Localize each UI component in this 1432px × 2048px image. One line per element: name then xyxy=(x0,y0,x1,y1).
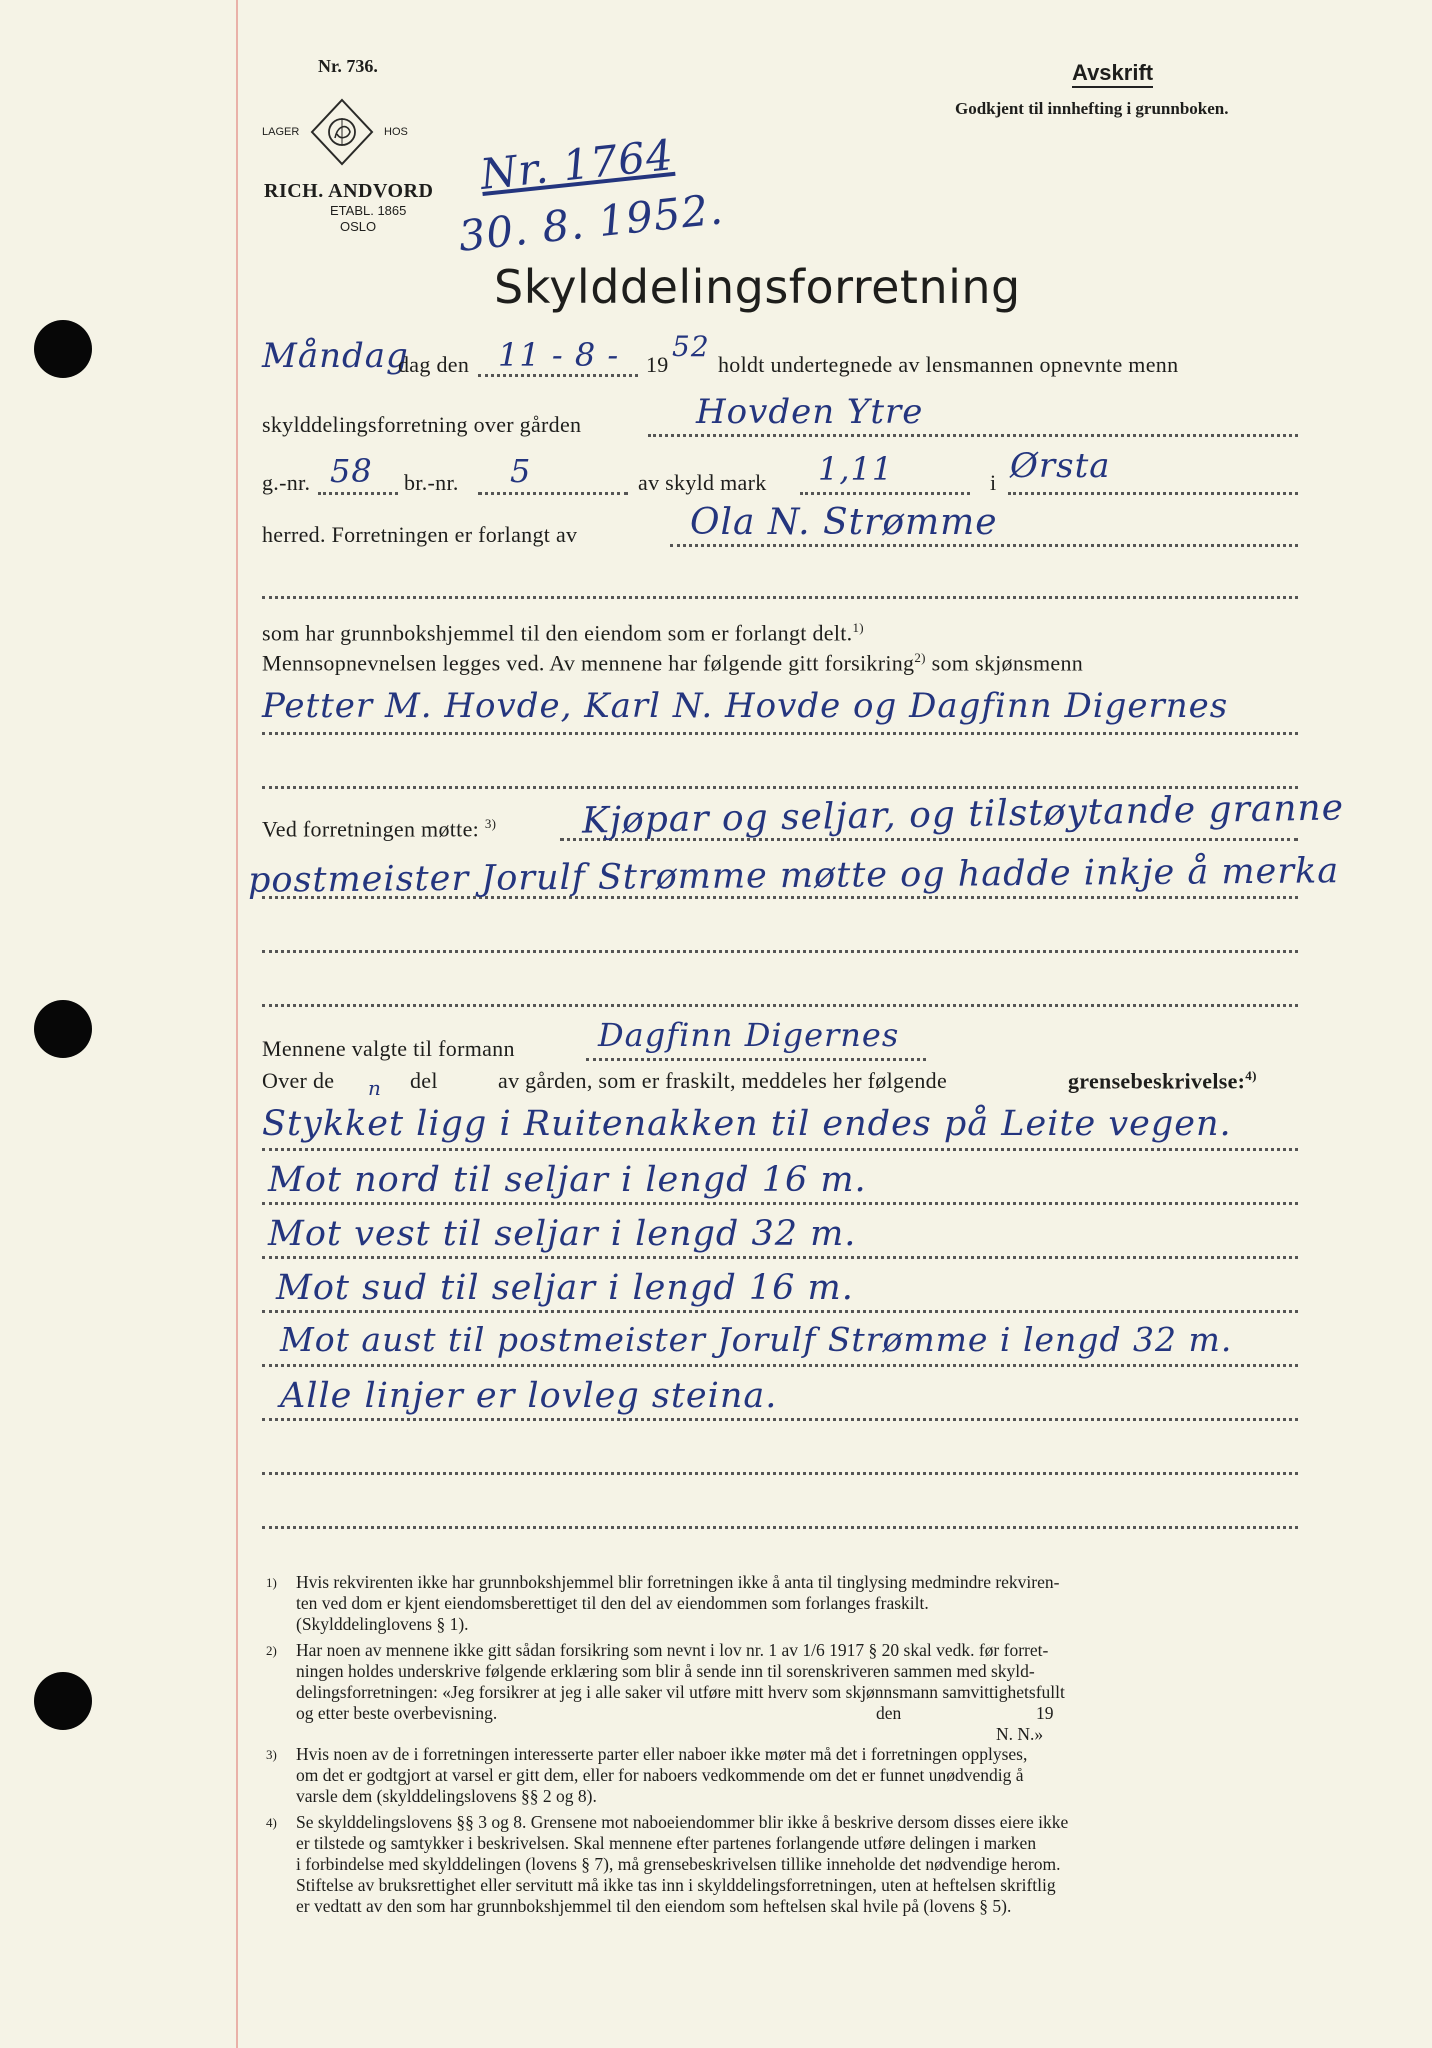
footnote-mark: 4) xyxy=(266,1815,277,1830)
footnote-mark: 2) xyxy=(266,1643,277,1658)
requested-by: Ola N. Strømme xyxy=(690,502,998,543)
over-de: Over de xyxy=(262,1068,335,1093)
met-line-1: Kjøpar og seljar, og tilstøytande granne xyxy=(581,787,1345,842)
footnote-line: Har noen av mennene ikke gitt sådan forsikring som nevnt i lov nr. 1 av 1/6 1917 § 20 skal vedk. før forret- xyxy=(296,1640,1049,1660)
approval-note: Godkjent til innhefting i grunnboken. xyxy=(955,99,1229,118)
met-line-2: postmeister Jorulf Strømme møtte og hadde inkje å merka xyxy=(247,851,1340,901)
footnote-line: er tilstede og samtykker i beskrivelsen. Skal mennene efter partenes forlangende utføre delingen i marken xyxy=(296,1833,1037,1853)
skyld-label: av skyld mark xyxy=(638,470,767,495)
footnote-year: 19 xyxy=(1036,1703,1054,1723)
line7-text: Mennsopnevnelsen legges ved. Av mennene har følgende gitt forsikring$^{2)}$ som skjønsmenn xyxy=(262,650,1084,676)
av-garden-text: av gården, som er fraskilt, meddeles her følgende xyxy=(498,1068,948,1093)
del-label: del xyxy=(410,1068,438,1093)
year-prefix: 19 xyxy=(646,352,669,377)
fill-line xyxy=(586,1058,926,1061)
logo-right-text: HOS xyxy=(384,126,408,138)
form-number: Nr. 736. xyxy=(318,56,378,76)
date-handwritten: 11 - 8 - xyxy=(498,336,620,374)
footnote-line: i forbindelse med skylddelingen (lovens § 7), må grensebeskrivelsen tillike inneholde det nødvendige herom. xyxy=(296,1854,1061,1874)
footnote-den: den xyxy=(876,1703,902,1723)
fill-line xyxy=(262,732,1298,735)
fill-line xyxy=(478,374,638,377)
boundary-line-6: Alle linjer er lovleg steina. xyxy=(280,1376,778,1416)
skyld-value: 1,11 xyxy=(818,450,894,488)
fill-line xyxy=(262,1148,1298,1151)
met-label: Ved forretningen møtte: $^{3)}$ xyxy=(262,816,497,842)
footnote-line: Stiftelse av bruksrettighet eller servitutt må ikke tas inn i skylddelingsforretningen, uten at heftelsen skriftlig xyxy=(296,1875,1056,1895)
footnote-line: om det er godtgjort at varsel er gitt dem, eller for naboers vedkommende om det er funnet unødvendig å xyxy=(296,1765,1024,1785)
fill-line xyxy=(318,492,398,495)
fill-line xyxy=(800,492,970,495)
footnote-line: ten ved dom er kjent eiendomsberettiget til den del av eiendommen som forlanges fraskilt. xyxy=(296,1593,929,1613)
footnote-line: er vedtatt av den som har grunnbokshjemmel til den eiendom som heftelsen skal hvile på (lovens § 5). xyxy=(296,1896,1012,1916)
weekday-handwritten: Måndag xyxy=(262,336,409,376)
footnote-line: delingsforretningen: «Jeg forsikrer at jeg i alle saker vil utføre mitt hverv som skjønnsmann samvittighetsfullt xyxy=(296,1682,1065,1702)
boundary-line-1: Stykket ligg i Ruitenakken til endes på Leite vegen. xyxy=(262,1104,1232,1144)
fill-line xyxy=(262,1418,1298,1421)
footnote-line: Hvis noen av de i forretningen interesserte parter eller naboer ikke møter må det i forretningen opplyses, xyxy=(296,1744,1028,1764)
publisher-logo xyxy=(310,98,374,171)
footnote-signature: N. N.» xyxy=(996,1724,1044,1744)
farm-name: Hovden Ytre xyxy=(696,392,924,432)
footnote-line: ningen holdes underskrive følgende erklæring som blir å sende inn til sorenskriveren sammen med skyld- xyxy=(296,1661,1035,1681)
registry-number: Nr. 1764 xyxy=(477,130,676,199)
line1-text: holdt undertegnede av lensmannen opnevnte menn xyxy=(718,352,1179,377)
footnote-line: Hvis rekvirenten ikke har grunnbokshjemmel blir forretningen ikke å anta til tinglysing medmindre rekviren- xyxy=(296,1572,1060,1592)
publisher-name: RICH. ANDVORD xyxy=(264,180,434,202)
publisher-city: OSLO xyxy=(340,219,377,234)
document-title: Skylddelingsforretning xyxy=(494,260,1021,314)
fill-line xyxy=(648,434,1298,437)
i-label: i xyxy=(990,470,997,495)
punch-hole xyxy=(34,320,92,378)
boundary-line-4: Mot sud til seljar i lengd 16 m. xyxy=(276,1268,854,1308)
chair-label: Mennene valgte til formann xyxy=(262,1036,515,1061)
gnr-label: g.-nr. xyxy=(262,470,311,495)
gnr-value: 58 xyxy=(330,452,373,490)
footnote-mark: 3) xyxy=(266,1747,277,1762)
margin-rule xyxy=(236,0,238,2048)
fill-line xyxy=(262,596,1298,599)
fill-line xyxy=(1008,492,1298,495)
footnote-line: Se skylddelingslovens §§ 3 og 8. Grensene mot naboeiendommer blir ikke å beskrive dersom disses eiere ikke xyxy=(296,1812,1069,1832)
boundary-line-2: Mot nord til seljar i lengd 16 m. xyxy=(268,1160,867,1200)
fill-line xyxy=(262,786,1298,789)
fill-line xyxy=(670,544,1298,547)
registry-date: 30. 8. 1952. xyxy=(456,184,726,261)
over-de-handwritten: n xyxy=(368,1076,382,1100)
logo-left-text: LAGER xyxy=(262,126,300,138)
fill-line xyxy=(262,1310,1298,1313)
fill-line xyxy=(262,1526,1298,1529)
line6-text: som har grunnbokshjemmel til den eiendom som er forlangt delt.$^{1)}$ xyxy=(262,620,864,646)
fill-line xyxy=(262,1256,1298,1259)
year-handwritten: 52 xyxy=(672,330,710,363)
publisher-established: ETABL. 1865 xyxy=(330,203,407,218)
avskrift-label: Avskrift xyxy=(1072,60,1153,88)
line2-label: skylddelingsforretning over gården xyxy=(262,412,582,437)
fill-line xyxy=(262,1364,1298,1367)
footnote-line: og etter beste overbevisning. xyxy=(296,1703,498,1723)
punch-hole xyxy=(34,1000,92,1058)
footnote-mark: 1) xyxy=(266,1575,277,1590)
fill-line xyxy=(262,950,1298,953)
footnote-line: varsle dem (skylddelingslovens §§ 2 og 8). xyxy=(296,1786,597,1806)
fill-line xyxy=(262,1472,1298,1475)
brnr-label: br.-nr. xyxy=(404,470,459,495)
dag-den-label: dag den xyxy=(398,352,470,377)
herred-name: Ørsta xyxy=(1010,446,1111,486)
boundary-line-5: Mot aust til postmeister Jorulf Strømme i lengd 32 m. xyxy=(280,1320,1233,1359)
fill-line xyxy=(262,1004,1298,1007)
brnr-value: 5 xyxy=(510,452,532,490)
fill-line xyxy=(262,1202,1298,1205)
line4-label: herred. Forretningen er forlangt av xyxy=(262,522,578,547)
boundary-line-3: Mot vest til seljar i lengd 32 m. xyxy=(268,1214,857,1254)
footnote-line: (Skylddelinglovens § 1). xyxy=(296,1614,469,1634)
assessors: Petter M. Hovde, Karl N. Hovde og Dagfinn Digernes xyxy=(262,686,1229,726)
fill-line xyxy=(478,492,628,495)
chairman: Dagfinn Digernes xyxy=(598,1016,900,1054)
boundary-label: grensebeskrivelse:$^{4)}$ xyxy=(1068,1068,1257,1094)
punch-hole xyxy=(34,1672,92,1730)
